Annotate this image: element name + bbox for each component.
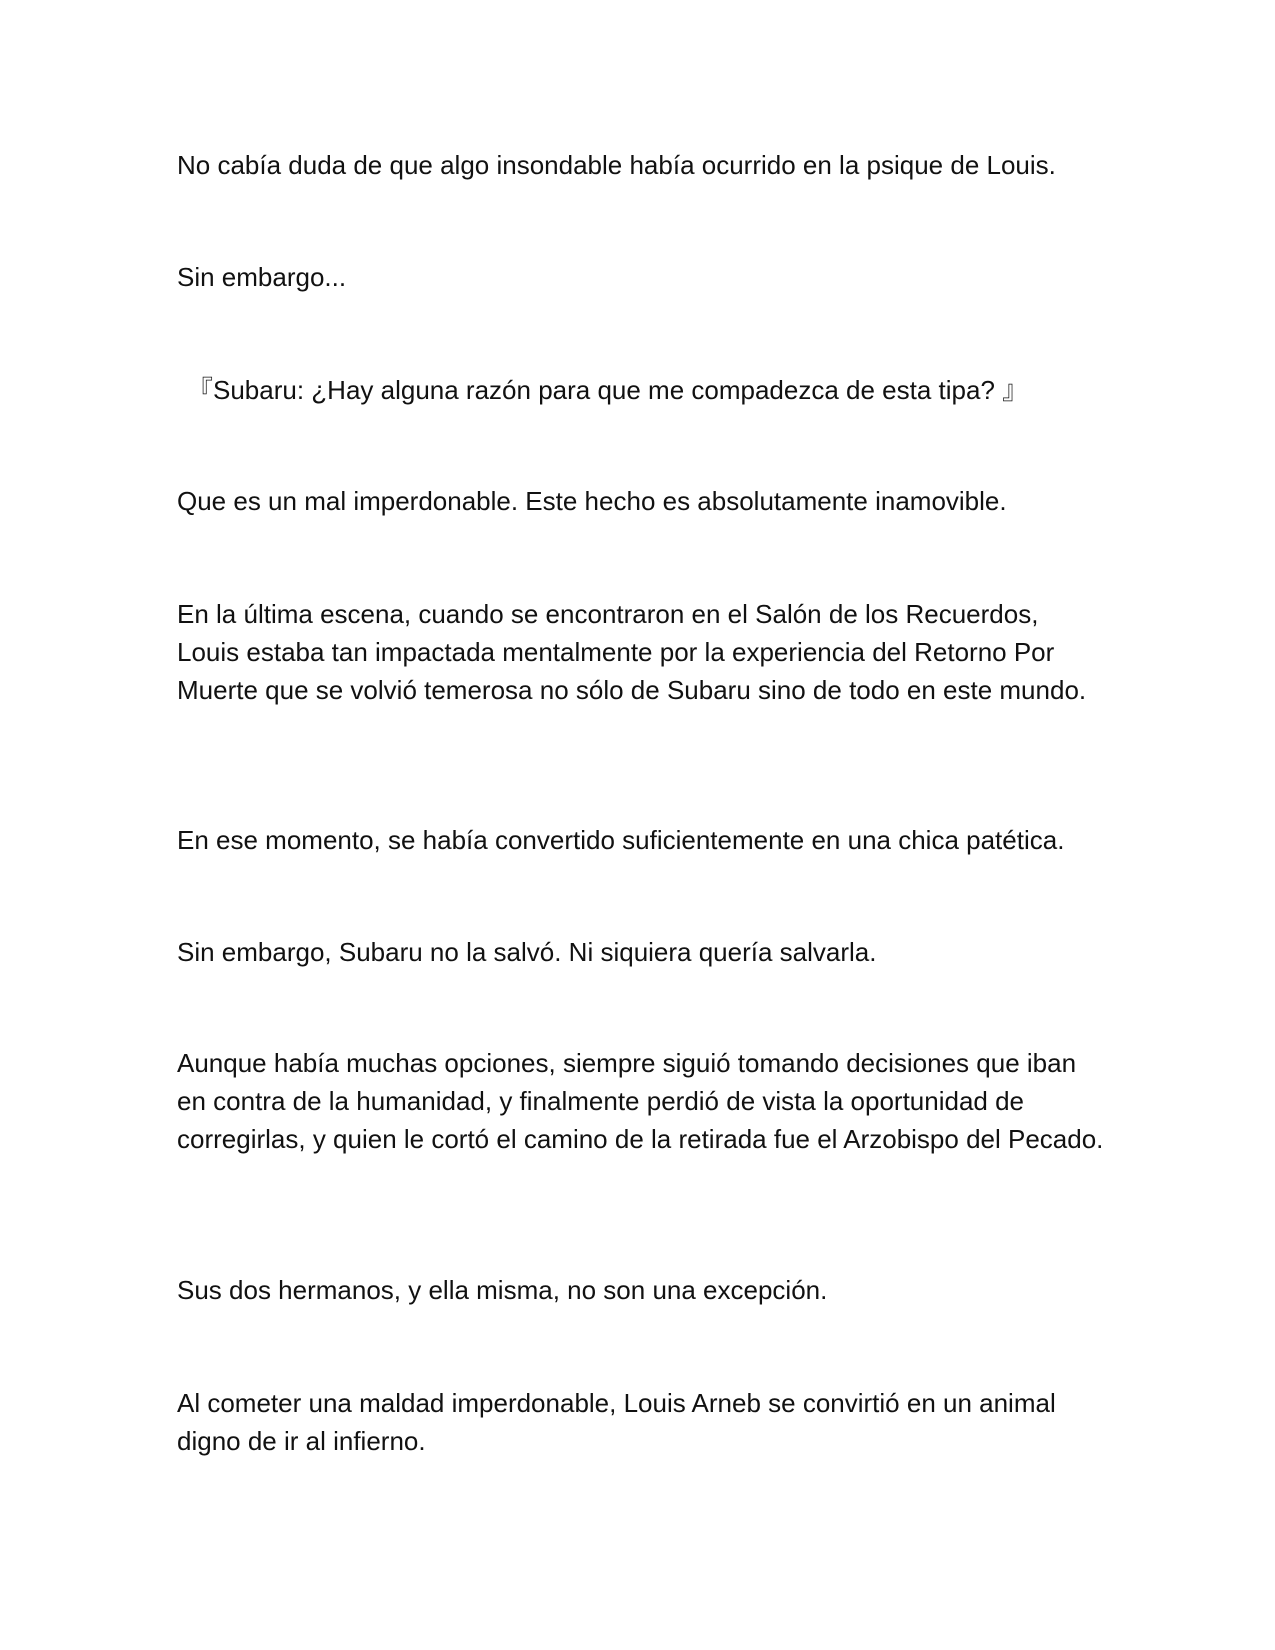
paragraph: No cabía duda de que algo insondable había ocurrido en la psique de Louis. [177, 150, 1056, 180]
paragraph: En la última escena, cuando se encontraron en el Salón de los Recuerdos, Louis estaba tan impactada mentalmente por la experiencia del Retorno Por Muerte que se volvió temerosa no sólo de Subaru sino de todo en este mundo. [177, 599, 1087, 705]
dialogue-line: 『Subaru: ¿Hay alguna razón para que me compadezca de esta tipa? 』 [187, 375, 1029, 405]
paragraph: Que es un mal imperdonable. Este hecho es absolutamente inamovible. [177, 486, 1007, 516]
paragraph: En ese momento, se había convertido suficientemente en una chica patética. [177, 825, 1065, 855]
paragraph: Al cometer una maldad imperdonable, Louis Arneb se convirtió en un animal digno de ir al infierno. [177, 1388, 1056, 1456]
paragraph: Sin embargo... [177, 262, 347, 292]
paragraph: Sus dos hermanos, y ella misma, no son una excepción. [177, 1275, 828, 1305]
paragraph: Sin embargo, Subaru no la salvó. Ni siquiera quería salvarla. [177, 937, 877, 967]
paragraph: Aunque había muchas opciones, siempre siguió tomando decisiones que iban en contra de la humanidad, y finalmente perdió de vista la oportunidad de corregirlas, y quien le cortó el camino de la retirada fue el Arzobispo del Pecado. [177, 1048, 1104, 1154]
